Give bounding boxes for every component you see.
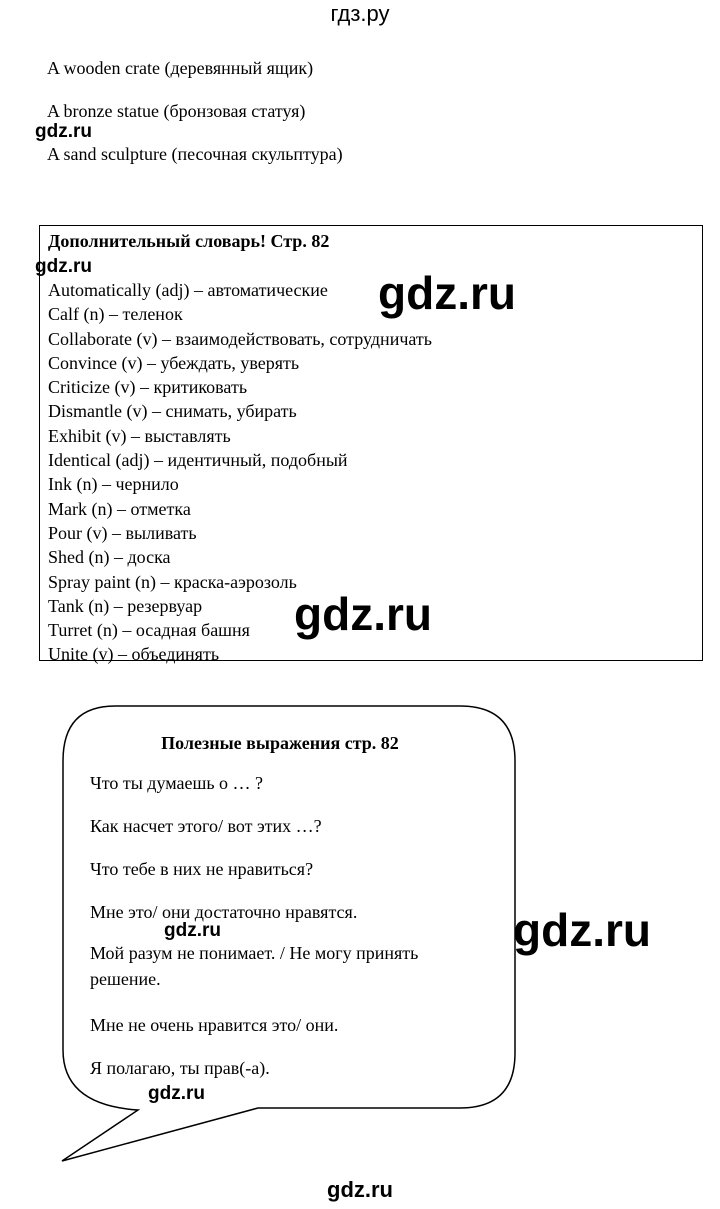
site-header: гдз.ру (330, 1, 390, 26)
watermark-big: gdz.ru (378, 267, 516, 319)
watermark-small: gdz.ru (164, 920, 221, 941)
vocabulary-entry: Spray paint (n) – краска-аэрозоль (48, 571, 297, 592)
vocabulary-entry: Identical (adj) – идентичный, подобный (48, 450, 348, 471)
vocabulary-entry: Criticize (v) – критиковать (48, 377, 248, 398)
vocabulary-entry: Tank (n) – резервуар (48, 595, 203, 616)
phrases-title: Полезные выражения стр. 82 (161, 733, 399, 753)
vocabulary-entry: Turret (n) – осадная башня (48, 620, 250, 641)
watermark-big: gdz.ru (513, 904, 651, 956)
vocabulary-entry: Automatically (adj) – автоматические (48, 280, 328, 300)
phrase-item: Что тебе в них не нравиться? (90, 859, 314, 879)
vocabulary-entry: Convince (v) – убеждать, уверять (48, 352, 300, 373)
vocabulary-entry: Pour (v) – выливать (48, 522, 197, 543)
intro-line-bronze-statue: A bronze statue (бронзовая статуя) (47, 101, 306, 121)
phrase-item: Как насчет этого/ вот этих …? (90, 816, 322, 836)
intro-line-wooden-crate: A wooden crate (деревянный ящик) (47, 58, 314, 78)
vocabulary-entry: Shed (n) – доска (48, 547, 171, 568)
vocabulary-entry: Collaborate (v) – взаимодействовать, сотрудничать (48, 328, 432, 349)
watermark-small: gdz.ru (35, 256, 92, 277)
vocabulary-entry: Exhibit (v) – выставлять (48, 425, 231, 446)
watermark-big: gdz.ru (294, 588, 432, 640)
phrase-item: Я полагаю, ты прав(-а). (90, 1058, 270, 1078)
vocabulary-entry: Unite (v) – объединять (48, 644, 220, 665)
intro-line-sand-sculpture: A sand sculpture (песочная скульптура) (47, 144, 343, 164)
vocabulary-entry: Calf (n) – теленок (48, 304, 183, 325)
vocabulary-title: Дополнительный словарь! Стр. 82 (48, 231, 330, 251)
phrase-item: Мой разум не понимает. / Не могу принять решение. (90, 943, 419, 989)
phrase-item: Мне не очень нравится это/ они. (90, 1015, 339, 1035)
phrase-item: Мне это/ они достаточно нравятся. (90, 902, 358, 922)
vocabulary-entry: Ink (n) – чернило (48, 474, 179, 495)
vocabulary-entry: Mark (n) – отметка (48, 498, 191, 519)
vocabulary-entry: Dismantle (v) – снимать, убирать (48, 401, 297, 422)
footer-watermark: gdz.ru (327, 1177, 393, 1202)
watermark-small: gdz.ru (148, 1083, 205, 1104)
phrase-item: Что ты думаешь о … ? (90, 773, 264, 793)
watermark-small: gdz.ru (35, 121, 92, 142)
